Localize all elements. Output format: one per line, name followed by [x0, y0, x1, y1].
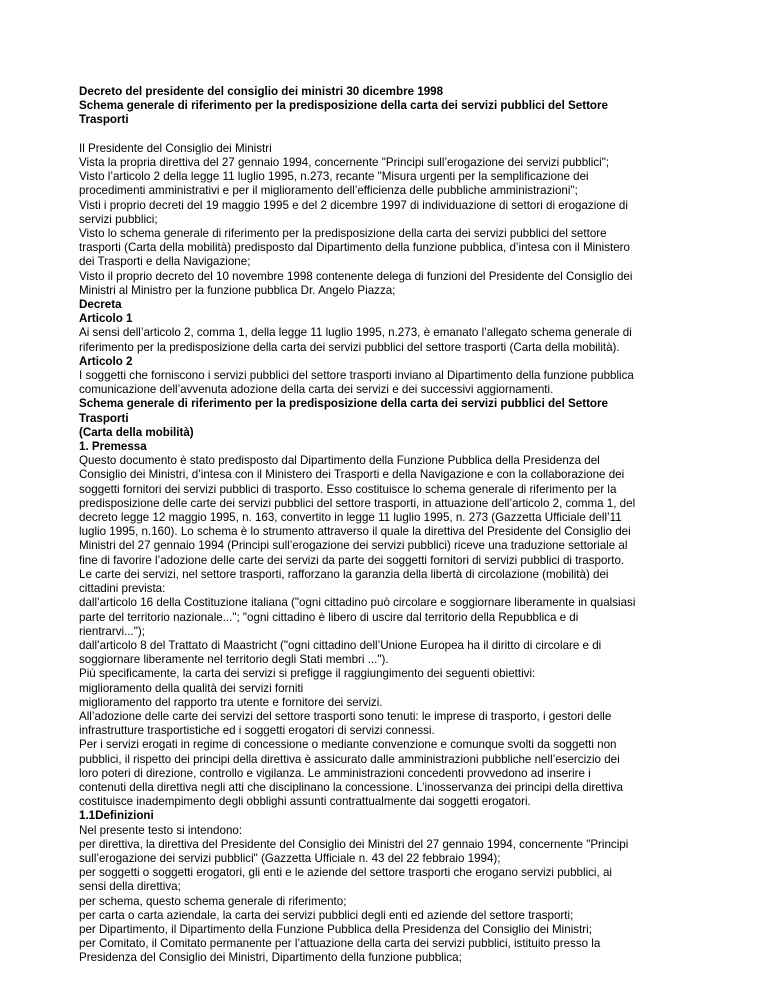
body-text-line: Le carte dei servizi, nel settore trasporti, rafforzano la garanzia della libertà di circolazione (mobilità) dei — [79, 567, 609, 581]
body-text-line: dall’articolo 8 del Trattato di Maastricht ("ogni cittadino dell’Unione Europea ha il diritto di circolare e di — [79, 638, 602, 652]
body-text-line: servizi pubblici; — [79, 212, 158, 226]
body-text-line: per carta o carta aziendale, la carta dei servizi pubblici degli enti ed aziende del settore trasporti; — [79, 908, 574, 922]
document-page — [79, 85, 691, 966]
body-text-line: Visto l’articolo 2 della legge 11 luglio 1995, n.273, recante "Misura urgenti per la semplificazione dei — [79, 170, 589, 184]
body-text-line: Ministri del 27 gennaio 1994 (Principi sull’erogazione dei servizi pubblici) riceve una traduzione settoriale al — [79, 539, 628, 553]
body-text-line: sull’erogazione dei servizi pubblici" (Gazzetta Ufficiale n. 43 del 22 febbraio 1994); — [79, 851, 501, 865]
body-text-line: Nel presente testo si intendono: — [79, 823, 243, 837]
body-text-line: Questo documento è stato predisposto dal Dipartimento della Funzione Pubblica della Presidenza del — [79, 454, 600, 468]
body-text-line: per direttiva, la direttiva del Presidente del Consiglio dei Ministri del 27 gennaio 1994, concernente "Principi — [79, 837, 629, 851]
body-text-line: Visti i proprio decreti del 19 maggio 1995 e del 2 dicembre 1997 di individuazione di settori di erogazione di — [79, 198, 628, 212]
document-subtitle: Schema generale di riferimento per la predisposizione della carta dei servizi pubblici del Settore — [79, 99, 608, 113]
document-subtitle-cont: Trasporti — [79, 113, 129, 127]
body-text-line: per soggetti o soggetti erogatori, gli enti e le aziende del settore trasporti che erogano servizi pubblici, ai — [79, 866, 612, 880]
body-text-line: Vista la propria direttiva del 27 gennaio 1994, concernente "Principi sull’erogazione dei servizi pubblici"; — [79, 156, 610, 169]
section-heading: Schema generale di riferimento per la predisposizione della carta dei servizi pubblici del Settore — [79, 397, 608, 411]
section-heading: 1.1Definizioni — [79, 809, 154, 823]
blank-line — [79, 128, 691, 142]
body-text-line: miglioramento del rapporto tra utente e fornitore dei servizi. — [79, 695, 383, 709]
body-text-line: Presidenza del Consiglio dei Ministri, Dipartimento della funzione pubblica; — [79, 951, 462, 965]
body-text-line: I soggetti che forniscono i servizi pubblici del settore trasporti inviano al Dipartimento della funzione pubblica — [79, 369, 634, 383]
body-text-line: Per i servizi erogati in regime di concessione o mediante convenzione e comunque svolti da soggetti non — [79, 738, 617, 752]
body-text-line: predisposizione delle carte dei servizi pubblici del settore trasporti, in attuazione dell’articolo 2, comma 1, del — [79, 496, 636, 510]
body-text-line: Visto il proprio decreto del 10 novembre 1998 contenente delega di funzioni del Presidente del Consiglio dei — [79, 269, 633, 283]
body-text-line: rientrarvi..."); — [79, 624, 145, 638]
body-text-line: luglio 1995, n.160). Lo schema è lo strumento attraverso il quale la direttiva del Presidente del Consiglio dei — [79, 525, 631, 539]
section-heading: Articolo 1 — [79, 312, 133, 326]
body-text-line: parte del territorio nazionale..."; "ogni cittadino è libero di uscire dal territorio della Repubblica e di — [79, 610, 579, 624]
body-text-line: cittadini prevista: — [79, 582, 166, 596]
section-heading: Trasporti — [79, 411, 129, 425]
body-text-line: miglioramento della qualità dei servizi forniti — [79, 681, 304, 695]
body-text-line: Il Presidente del Consiglio dei Ministri — [79, 141, 272, 155]
body-text-line: Consiglio dei Ministri, d’intesa con il Ministero dei Trasporti e della Navigazione e con la collaborazione dei — [79, 468, 625, 482]
body-text-line: Visto lo schema generale di riferimento per la predisposizione della carta dei servizi pubblici del settore — [79, 227, 607, 241]
body-text-line: pubblici, il rispetto dei principi della direttiva è assicurato dalle amministrazioni pubbliche nell’esercizio dei — [79, 752, 620, 766]
section-heading: Articolo 2 — [79, 354, 133, 368]
body-text-line: infrastrutture trasportistiche ed i soggetti erogatori di servizi connessi. — [79, 724, 435, 738]
body-text-line: fine di favorire l’adozione delle carte dei servizi da parte dei soggetti fornitori di servizi pubblici di trasporto. — [79, 553, 625, 567]
body-text-line: per schema, questo schema generale di riferimento; — [79, 894, 347, 908]
body-text-line: comunicazione dell’avvenuta adozione della carta dei servizi e dei successivi aggiornamenti. — [79, 383, 554, 397]
body-text-line: sensi della direttiva; — [79, 880, 181, 894]
section-heading: Decreta — [79, 298, 122, 312]
body-text-line: dall’articolo 16 della Costituzione italiana ("ogni cittadino può circolare e soggiornare liberamente in qualsiasi — [79, 596, 636, 610]
section-heading: 1. Premessa — [79, 440, 147, 454]
section-heading: (Carta della mobilità) — [79, 425, 194, 439]
body-text-line: Ai sensi dell’articolo 2, comma 1, della legge 11 luglio 1995, n.273, è emanato l’allegato schema generale di — [79, 326, 632, 340]
body-text-line: procedimenti amministrativi e per il miglioramento dell’efficienza delle pubbliche amministrazioni"; — [79, 184, 578, 198]
body-text-line: costituisce inadempimento degli obblighi assunti contrattualmente dai soggetti erogatori. — [79, 795, 531, 809]
body-text-line: trasporti (Carta della mobilità) predisposto dal Dipartimento della funzione pubblica, d’intesa con il Ministero — [79, 241, 630, 255]
body-text-line: dei Trasporti e della Navigazione; — [79, 255, 251, 269]
body-text-line: Ministri al Ministro per la funzione pubblica Dr. Angelo Piazza; — [79, 283, 396, 297]
body-text-line: riferimento per la predisposizione della carta dei servizi pubblici del settore trasporti (Carta della mobilità). — [79, 340, 620, 354]
body-text-line: per Comitato, il Comitato permanente per l’attuazione della carta dei servizi pubblici, istituito presso la — [79, 937, 601, 951]
body-text-line: Più specificamente, la carta dei servizi si prefigge il raggiungimento dei seguenti obiettivi: — [79, 667, 536, 681]
body-text-line: loro poteri di direzione, controllo e vigilanza. Le amministrazioni concedenti provvedono ad inserire i — [79, 766, 591, 780]
body-text-line: All’adozione delle carte dei servizi del settore trasporti sono tenuti: le imprese di trasporto, i gestori delle — [79, 709, 612, 723]
document-title: Decreto del presidente del consiglio dei ministri 30 dicembre 1998 — [79, 85, 444, 98]
body-text-line: soggetti fornitori dei servizi pubblici di trasporto. Esso costituisce lo schema generale di riferimento per la — [79, 482, 617, 496]
body-text-line: contenuti della direttiva negli atti che disciplinano la concessione. L’inosservanza dei principi della direttiva — [79, 780, 623, 794]
body-text-line: per Dipartimento, il Dipartimento della Funzione Pubblica della Presidenza del Consiglio dei Ministri; — [79, 922, 592, 936]
document-body — [79, 142, 691, 966]
body-text-line: decreto legge 12 maggio 1995, n. 163, convertito in legge 11 luglio 1995, n. 273 (Gazzetta Ufficiale dell’11 — [79, 511, 622, 525]
body-text-line: soggiornare liberamente nel territorio degli Stati membri ..."). — [79, 653, 389, 667]
